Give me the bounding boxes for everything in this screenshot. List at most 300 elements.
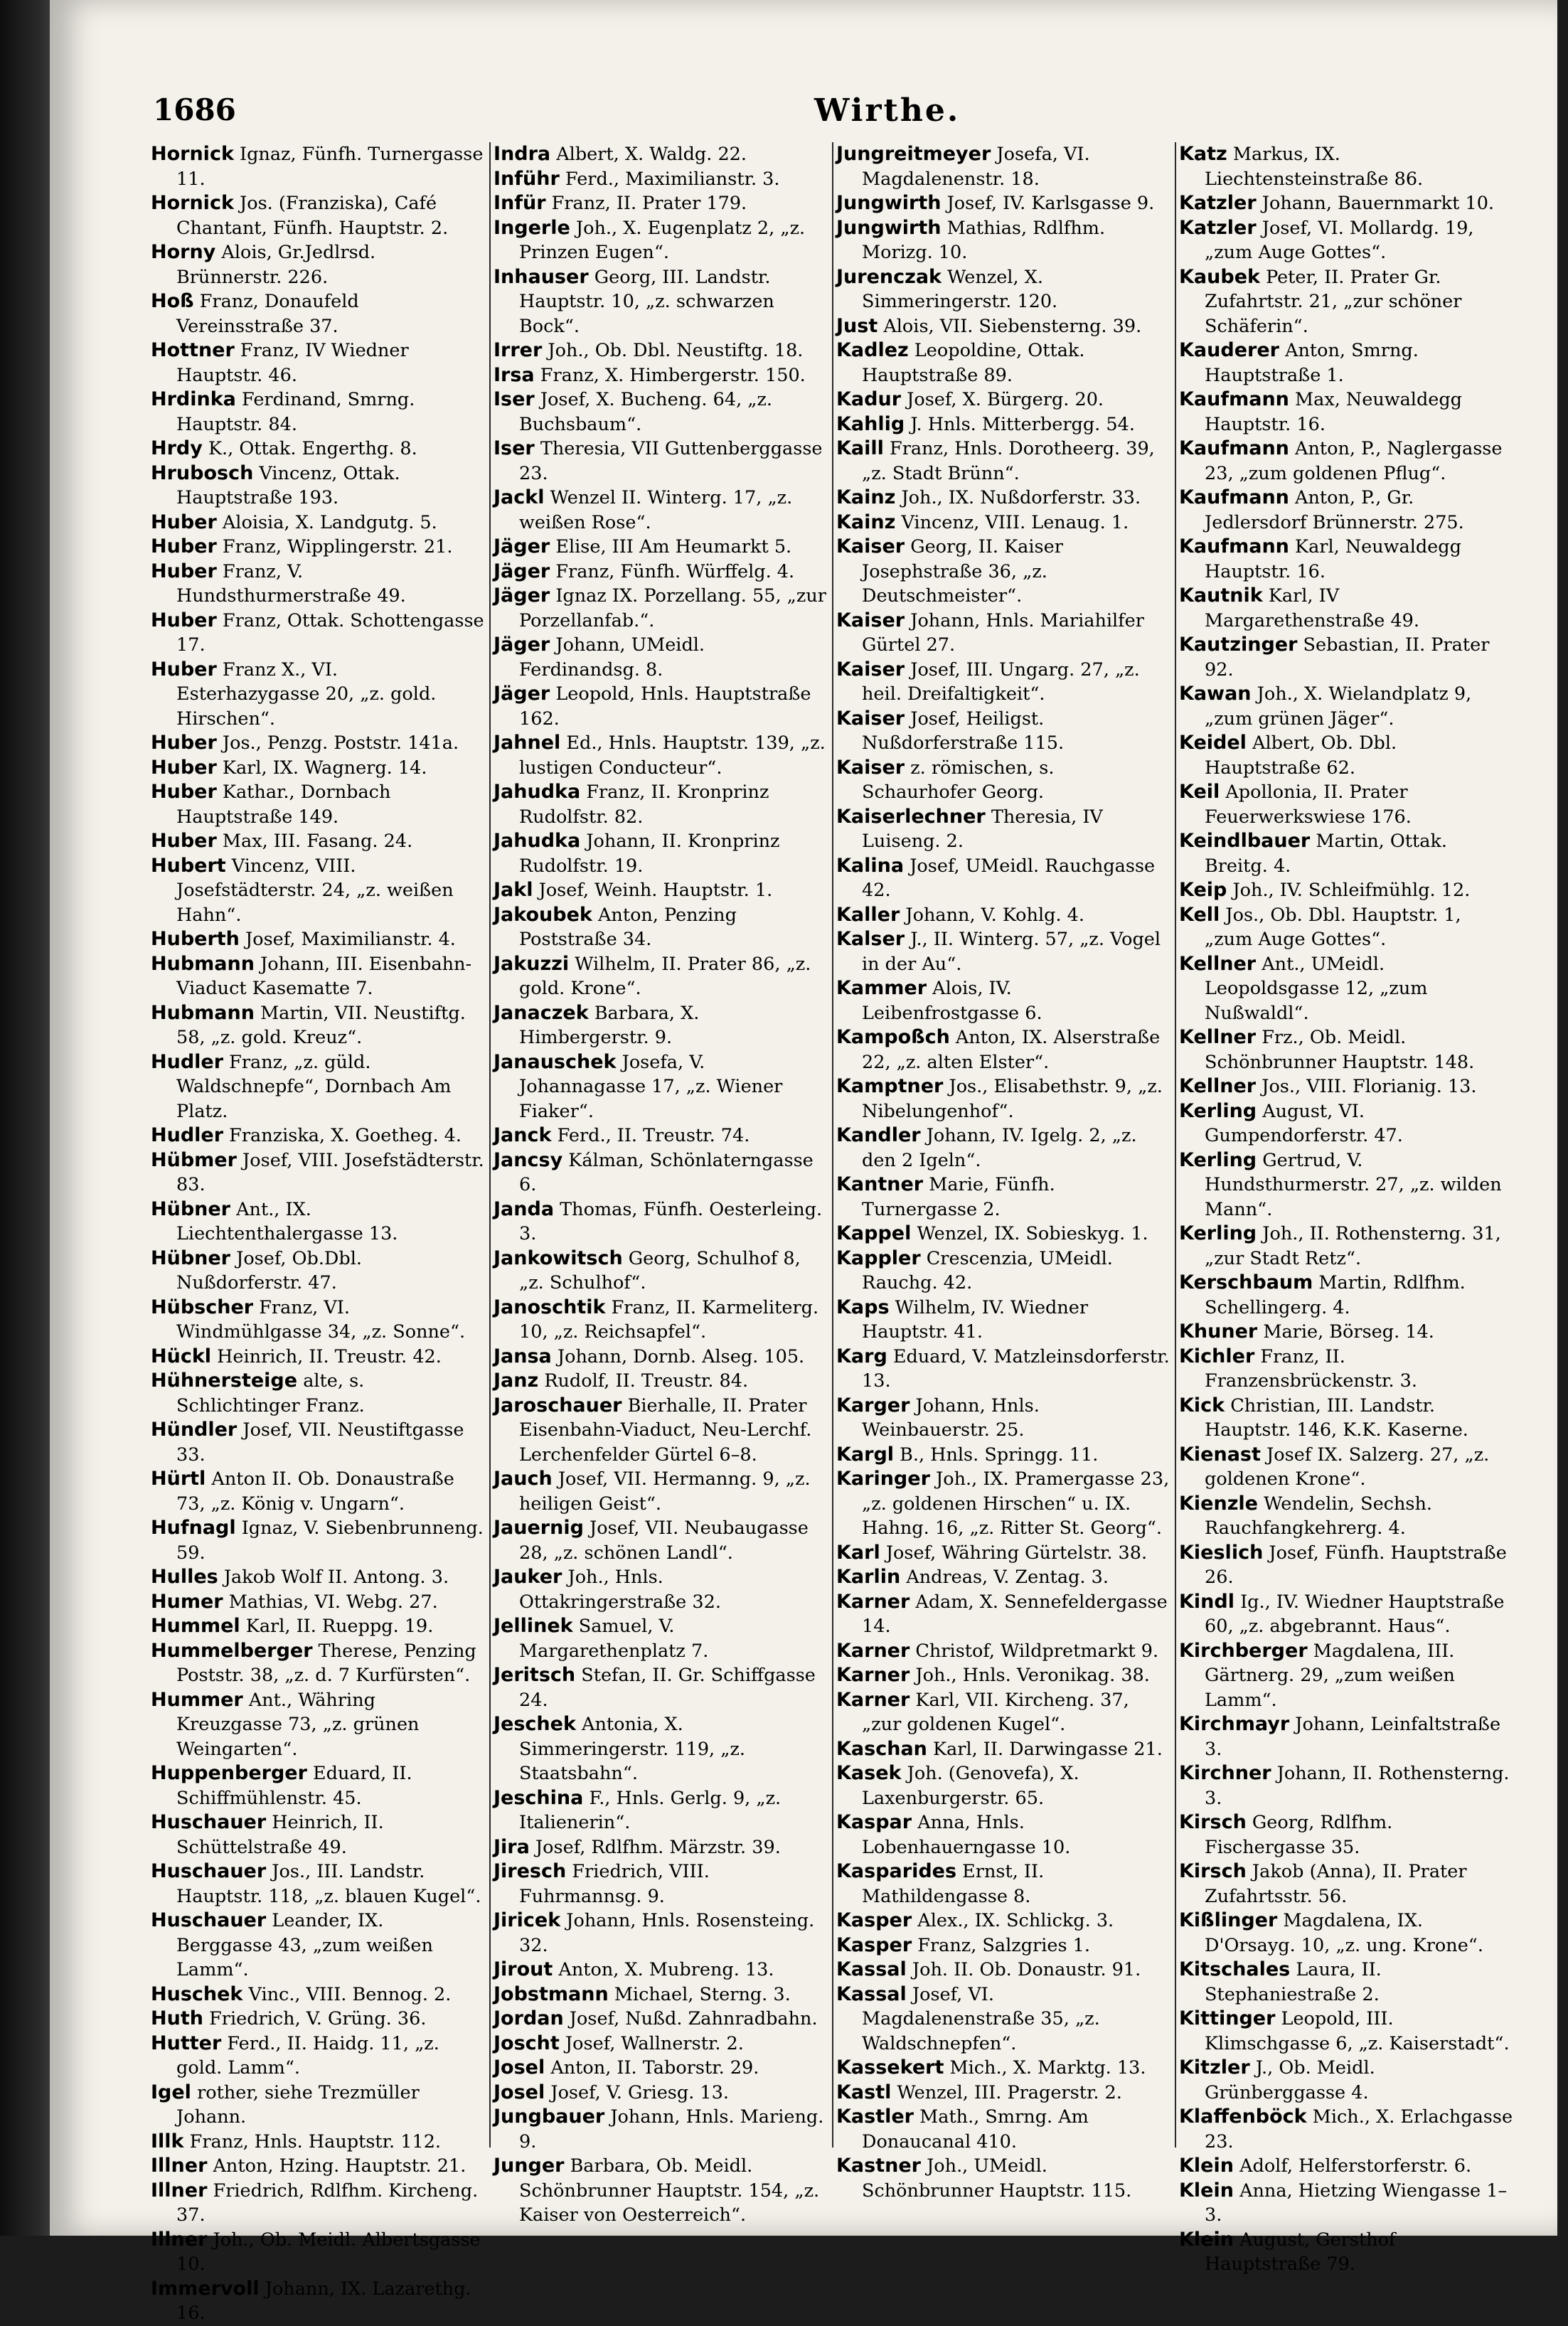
entry-details: alte, s. Schlichtinger Franz. [176,1370,365,1417]
entry-surname: Karner [836,1590,910,1613]
entry-surname: Kirsch [1179,1860,1247,1882]
directory-entry [494,780,828,829]
directory-entry [151,388,485,437]
directory-entry [494,2105,828,2154]
entry-details: Karl, IV Margarethenstraße 49. [1205,585,1420,631]
entry-details: Anna, Hietzing Wiengasse 1–3. [1205,2180,1508,2226]
entry-details: K., Ottak. Engerthg. 8. [208,438,417,459]
entry-surname: Kerschbaum [1179,1271,1313,1293]
directory-entry [494,1983,828,2007]
directory-entry [151,731,485,756]
directory-entry [494,2032,828,2056]
directory-entry [1179,2228,1513,2277]
entry-surname: Jankowitsch [494,1247,623,1269]
directory-entry [494,1247,828,1296]
entry-details: Josef, VI. Mollardg. 19, „zum Auge Gottes“. [1205,217,1474,263]
directory-entry [151,1810,485,1860]
entry-surname: Kellner [1179,1075,1257,1097]
entry-surname: Hrdinka [151,388,236,410]
entry-details: Ferdinand, Smrng. Hauptstr. 84. [176,389,415,435]
directory-entry [494,338,828,363]
entry-details: Johann, Hnls. Rosensteing. 32. [519,1910,815,1956]
directory-entry [1179,633,1513,682]
directory-entry [151,658,485,732]
directory-column [151,142,485,2324]
entry-details: Crescenzia, UMeidl. Rauchg. 42. [862,1247,1113,1293]
entry-surname: Inhauser [494,265,589,288]
entry-details: Ant., Währing Kreuzgasse 73, „z. grünen Weingarten“. [176,1689,420,1760]
entry-surname: Kampoßch [836,1026,950,1048]
directory-entry [151,1197,485,1247]
directory-entry [1179,2105,1513,2154]
directory-entry [836,2154,1170,2203]
entry-surname: Kaubek [1179,265,1260,288]
entry-details: Martin, Ottak. Breitg. 4. [1205,831,1448,877]
entry-details: Alois, Gr.Jedlrsd. Brünnerstr. 226. [176,242,376,288]
page-number: 1686 [153,92,236,127]
entry-details: Karl, Neuwaldegg Hauptstr. 16. [1205,536,1461,582]
entry-details: Sebastian, II. Prater 92. [1205,634,1490,681]
entry-surname: Huber [151,781,217,803]
directory-entry [1179,1492,1513,1541]
directory-entry [151,1369,485,1418]
directory-entry [836,903,1170,928]
entry-details: Franz, Ottak. Schottengasse 17. [176,609,484,656]
entry-details: Josef, X. Bucheng. 64, „z. Buchsbaum“. [519,389,773,435]
entry-details: z. römischen, s. Schaurhofer Georg. [862,757,1055,803]
entry-details: Karl, VII. Kircheng. 37, „zur goldenen Kugel“. [862,1689,1129,1735]
entry-surname: Karner [836,1639,910,1662]
entry-details: Albert, X. Waldg. 22. [556,144,747,165]
directory-entry [836,805,1170,854]
entry-surname: Kadlez [836,339,909,361]
entry-details: Johann, Hnls. Marieng. 9. [519,2106,824,2152]
entry-details: Markus, IX. Liechtensteinstraße 86. [1205,144,1424,190]
entry-surname: Huschauer [151,1811,267,1833]
entry-details: Alois, IV. Leibenfrostgasse 6. [862,978,1042,1024]
entry-surname: Huppenberger [151,1762,307,1784]
entry-surname: Huber [151,658,217,681]
entry-surname: Karner [836,1688,910,1711]
directory-entry [151,191,485,240]
entry-surname: Hornick [151,192,234,214]
entry-surname: Jahudka [494,781,581,803]
entry-surname: Joscht [494,2032,560,2054]
entry-details: Anton, IX. Alserstraße 22, „z. alten Elster“. [862,1027,1161,1073]
entry-surname: Huber [151,609,217,631]
entry-details: Vinc., VIII. Bennog. 2. [248,1983,452,2005]
entry-details: Christof, Wildpretmarkt 9. [915,1640,1159,1662]
directory-entry [1179,265,1513,339]
entry-details: Johann, Hnls. Mariahilfer Gürtel 27. [862,609,1144,656]
entry-surname: Hubmann [151,952,255,975]
entry-surname: Hübscher [151,1296,254,1318]
directory-entry [494,1296,828,1345]
entry-surname: Jungreitmeyer [836,143,991,165]
entry-details: Math., Smrng. Am Donaucanal 410. [862,2106,1089,2152]
directory-entry [836,1737,1170,1762]
entry-surname: Jackl [494,486,545,508]
directory-entry [836,1810,1170,1860]
entry-surname: Kahlig [836,412,905,435]
entry-surname: Jobstmann [494,1983,609,2005]
entry-surname: Jancsy [494,1148,563,1171]
directory-entry [836,511,1170,535]
entry-details: Eduard, V. Matzleinsdorferstr. 13. [862,1345,1170,1392]
entry-details: Max, III. Fasang. 24. [222,831,413,852]
directory-entry [1179,535,1513,584]
directory-entry [151,1296,485,1345]
entry-details: Mich., X. Erlachgasse 23. [1205,2106,1513,2152]
entry-details: Albert, Ob. Dbl. Hauptstraße 62. [1205,732,1397,779]
directory-entry [1179,486,1513,535]
entry-details: Franz, Hnls. Dorotheerg. 39, „z. Stadt Brünn“. [862,438,1155,484]
entry-surname: Karner [836,1664,910,1686]
directory-entry [151,2179,485,2228]
directory-entry [494,216,828,265]
entry-details: Georg, Schulhof 8, „z. Schulhof“. [519,1247,801,1293]
directory-entry [494,1565,828,1614]
entry-surname: Klein [1179,2228,1234,2251]
entry-details: Leander, IX. Berggasse 43, „zum weißen Lamm“. [176,1910,433,1980]
entry-details: J., Ob. Meidl. Grünberggasse 4. [1205,2057,1375,2103]
entry-details: Heinrich, II. Treustr. 42. [217,1345,442,1367]
entry-details: Leopold, III. Klimschgasse 6, „z. Kaiserstadt“. [1205,2008,1510,2054]
directory-entry [1179,1639,1513,1713]
entry-surname: Kell [1179,903,1220,926]
entry-surname: Katzler [1179,216,1257,239]
entry-surname: Jakoubek [494,903,592,926]
entry-surname: Kasper [836,1909,912,1931]
entry-details: Josef, Fünfh. Hauptstraße 26. [1205,1542,1507,1588]
entry-surname: Kargl [836,1443,895,1466]
entry-surname: Huber [151,732,217,754]
entry-details: Joh., UMeidl. Schönbrunner Hauptstr. 115. [862,2155,1132,2202]
entry-details: Anton, Hzing. Hauptstr. 21. [213,2155,466,2177]
entry-details: Ernst, II. Mathildengasse 8. [862,1861,1045,1907]
entry-surname: Kastler [836,2106,914,2128]
directory-entry [494,1663,828,1712]
entry-surname: Hudler [151,1050,224,1073]
entry-details: Leopold, Hnls. Hauptstraße 162. [519,683,811,730]
directory-entry [151,609,485,658]
entry-surname: Klein [1179,2155,1234,2177]
entry-details: Franz, II. Franzensbrückenstr. 3. [1205,1345,1417,1392]
entry-details: Josef, Währing Gürtelstr. 38. [885,1542,1148,1564]
entry-surname: Hornick [151,143,234,165]
entry-details: Wilhelm, IV. Wiedner Hauptstr. 41. [862,1296,1089,1343]
entry-surname: Hoß [151,290,194,312]
directory-entry [836,1688,1170,1737]
entry-details: Josef, VI. Magdalenenstraße 35, „z. Waldschnepfen“. [862,1983,1100,2054]
directory-entry [836,1247,1170,1296]
entry-details: Vincenz, VIII. Lenaug. 1. [901,511,1129,533]
directory-entry [1179,338,1513,388]
directory-entry [836,1173,1170,1222]
entry-surname: Jurenczak [836,265,942,288]
entry-details: Georg, Rdlfhm. Fischergasse 35. [1205,1812,1393,1858]
entry-surname: Hübner [151,1247,230,1269]
entry-surname: Kaiser [836,535,905,558]
entry-details: Johann, II. Rothensterng. 3. [1205,1763,1510,1809]
entry-surname: Jäger [494,560,550,582]
entry-surname: Huschauer [151,1909,267,1931]
entry-surname: Immervoll [151,2277,260,2300]
directory-entry [151,1050,485,1124]
directory-entry [836,1860,1170,1909]
directory-entry [151,1983,485,2007]
directory-entry [1179,2007,1513,2056]
entry-surname: Jeschina [494,1786,584,1809]
directory-entry [494,1958,828,1983]
entry-details: Thomas, Fünfh. Oesterleing. 3. [519,1198,823,1244]
entry-details: Jos. (Franziska), Café Chantant, Fünfh. Hauptstr. 2. [176,193,449,239]
directory-entry [836,2056,1170,2081]
directory-column [1179,142,1513,2275]
entry-surname: Iser [494,388,535,410]
directory-entry [151,511,485,535]
entry-details: Jakob Wolf II. Antong. 3. [223,1567,449,1588]
directory-entry [836,412,1170,437]
entry-details: Georg, III. Landstr. Hauptstr. 10, „z. schwarzen Bock“. [519,266,774,337]
entry-surname: Illner [151,2155,208,2177]
entry-details: Joh., Hnls. Ottakringerstraße 32. [519,1567,721,1613]
entry-details: Wenzel, X. Simmeringerstr. 120. [862,266,1058,312]
entry-surname: Kassal [836,1958,907,1980]
entry-details: Frz., Ob. Meidl. Schönbrunner Hauptstr. 148. [1205,1027,1475,1073]
directory-entry [494,486,828,535]
entry-details: Ig., IV. Wiedner Hauptstraße 60, „z. abgebrannt. Haus“. [1205,1591,1505,1637]
directory-entry [151,240,485,289]
directory-column [494,142,828,2226]
entry-surname: Karlin [836,1566,901,1588]
directory-entry [836,1443,1170,1468]
directory-entry [836,1222,1170,1247]
entry-details: Josef, III. Ungarg. 27, „z. heil. Dreifaltigkeit“. [862,658,1140,705]
entry-details: Franz, Hnls. Hauptstr. 112. [189,2130,442,2152]
entry-surname: Karger [836,1394,910,1417]
entry-details: Franziska, X. Goetheg. 4. [229,1125,462,1146]
entry-surname: Kautnik [1179,585,1263,607]
directory-entry [494,437,828,486]
entry-surname: Hübner [151,1197,230,1220]
entry-details: August, VI. Gumpendorferstr. 47. [1205,1100,1403,1146]
entry-surname: Kirchberger [1179,1639,1308,1662]
entry-details: Ferd., Maximilianstr. 3. [565,168,780,190]
entry-surname: Indra [494,143,551,165]
entry-details: Mich., X. Marktg. 13. [949,2057,1146,2079]
directory-entry [1179,2179,1513,2228]
directory-entry [1179,878,1513,903]
entry-details: Ant., IX. Liechtenthalergasse 13. [176,1198,398,1244]
directory-entry [494,363,828,388]
entry-surname: Hrdy [151,437,203,459]
entry-surname: Jahudka [494,830,581,852]
directory-entry [1179,437,1513,486]
directory-entry [836,314,1170,339]
directory-entry [151,2130,485,2155]
entry-surname: Kainz [836,486,896,508]
entry-details: Friedrich, VIII. Fuhrmannsg. 9. [519,1861,710,1907]
entry-surname: Klein [1179,2179,1234,2202]
entry-surname: Kassekert [836,2056,944,2079]
page-header [153,92,1518,142]
directory-entry [494,1835,828,1860]
entry-details: Josef, Heiligst. Nußdorferstraße 115. [862,708,1065,754]
entry-surname: Hürtl [151,1468,206,1490]
entry-surname: Huber [151,560,217,582]
entry-details: Joh., IX. Pramergasse 23, „z. goldenen Hirschen“ u. IX. Hahng. 16, „z. Ritter St. Georg“. [862,1468,1170,1539]
directory-entry [494,1860,828,1909]
entry-surname: Kichler [1179,1345,1255,1367]
directory-entry [1179,731,1513,780]
entry-surname: Kaiser [836,707,905,730]
directory-entry [151,1124,485,1148]
entry-surname: Jauker [494,1566,562,1588]
entry-surname: Jira [494,1835,530,1858]
entry-details: Friedrich, Rdlfhm. Kircheng. 37. [176,2180,479,2226]
directory-entry [836,976,1170,1025]
entry-surname: Kerling [1179,1222,1257,1244]
entry-details: Max, Neuwaldegg Hauptstr. 16. [1205,389,1463,435]
entry-surname: Kaufmann [1179,437,1289,459]
entry-surname: Humer [151,1590,223,1613]
entry-surname: Kaspar [836,1811,912,1833]
entry-surname: Jauch [494,1468,553,1490]
directory-entry [1179,1271,1513,1320]
entry-surname: Keip [1179,879,1227,901]
entry-surname: Kindl [1179,1590,1234,1613]
entry-surname: Junger [494,2155,565,2177]
directory-entry [494,1712,828,1786]
entry-details: Therese, Penzing Poststr. 38, „z. d. 7 Kurfürsten“. [176,1640,476,1686]
entry-surname: Jeschek [494,1713,576,1735]
directory-entry [151,142,485,191]
directory-entry [494,1467,828,1516]
entry-details: Johann, Leinfaltstraße 3. [1205,1714,1501,1760]
entry-surname: Horny [151,241,216,263]
directory-entry [836,142,1170,191]
entry-details: Joh., X. Eugenplatz 2, „z. Prinzen Eugen“. [519,217,806,263]
entry-surname: Hübmer [151,1148,237,1171]
directory-entry [1179,1443,1513,1492]
entry-details: Franz, VI. Windmühlgasse 34, „z. Sonne“. [176,1296,466,1343]
directory-entry [151,1467,485,1516]
entry-details: Johann, Dornb. Alseg. 105. [557,1345,805,1367]
entry-surname: Kappel [836,1222,912,1244]
entry-surname: Janauschek [494,1050,617,1073]
directory-entry [836,1074,1170,1124]
directory-entry [836,1541,1170,1566]
directory-entry [151,1614,485,1639]
entry-details: Wendelin, Sechsh. Rauchfangkehrerg. 4. [1205,1493,1432,1539]
directory-entry [836,437,1170,486]
entry-details: Josef IX. Salzerg. 27, „z. goldenen Krone“. [1205,1444,1490,1490]
entry-details: Marie, Fünfh. Turnergasse 2. [862,1174,1055,1220]
entry-surname: Irsa [494,363,535,386]
directory-entry [494,1516,828,1565]
directory-entry [494,1786,828,1835]
directory-entry [1179,1590,1513,1639]
directory-entry [1179,1761,1513,1810]
entry-details: Josef, IV. Karlsgasse 9. [946,193,1155,214]
entry-surname: Irrer [494,339,543,361]
entry-surname: Keidel [1179,732,1247,754]
directory-entry [494,265,828,339]
directory-entry [494,1124,828,1148]
directory-entry [494,1345,828,1370]
entry-details: Joh., II. Rothensterng. 31, „zur Stadt Retz“. [1205,1223,1501,1269]
entry-details: Joh., Ob. Dbl. Neustiftg. 18. [548,340,804,361]
directory-entry [1179,1025,1513,1074]
entry-surname: Kasparides [836,1860,957,1882]
entry-details: Franz, Salzgries 1. [917,1934,1090,1956]
directory-entry [836,707,1170,756]
entry-details: J., II. Winterg. 57, „z. Vogel in der Au“. [862,929,1161,975]
entry-surname: Jirout [494,1958,553,1980]
entry-details: Michael, Sterng. 3. [614,1983,791,2005]
entry-surname: Kastl [836,2081,892,2103]
entry-details: B., Hnls. Springg. 11. [900,1444,1099,1466]
entry-surname: Jäger [494,634,550,656]
directory-entry [494,167,828,192]
entry-details: rother, siehe Trezmüller Johann. [176,2081,420,2128]
directory-entry [494,1614,828,1663]
directory-entry [836,191,1170,216]
entry-details: Rudolf, II. Treustr. 84. [544,1370,749,1392]
directory-entry [1179,829,1513,878]
directory-entry [836,756,1170,805]
entry-surname: Kaill [836,437,884,459]
entry-details: Franz, Fünfh. Würffelg. 4. [555,560,795,582]
directory-entry [494,1909,828,1958]
entry-surname: Jungbauer [494,2106,605,2128]
entry-surname: Kautzinger [1179,634,1298,656]
entry-details: Jos., III. Landstr. Hauptstr. 118, „z. blauen Kugel“. [176,1861,481,1907]
entry-details: Ferd., II. Treustr. 74. [557,1125,750,1146]
entry-surname: Hufnagl [151,1517,236,1539]
entry-surname: Kienast [1179,1443,1261,1466]
entry-details: J. Hnls. Mitterbergg. 54. [910,413,1135,435]
entry-details: Mathias, Rdlfhm. Morizg. 10. [862,217,1106,263]
entry-surname: Jäger [494,683,550,705]
entry-surname: Jiresch [494,1860,567,1882]
entry-details: Anton, II. Taborstr. 29. [550,2057,759,2079]
entry-details: Gertrud, V. Hundsthurmerstr. 27, „z. wilden Mann“. [1205,1149,1502,1220]
directory-entry [836,486,1170,511]
entry-surname: Kirchner [1179,1762,1271,1784]
directory-entry [836,1983,1170,2056]
entry-details: Franz, X. Himbergerstr. 150. [540,364,806,386]
directory-entry [1179,1712,1513,1761]
entry-surname: Iser [494,437,535,459]
directory-entry [151,560,485,609]
entry-surname: Jungwirth [836,192,942,214]
entry-surname: Kißlinger [1179,1909,1278,1931]
entry-details: Wilhelm, II. Prater 86, „z. gold. Krone“. [519,953,811,999]
directory-entry [151,1639,485,1688]
entry-details: Heinrich, II. Schüttelstraße 49. [176,1812,384,1858]
entry-details: Ignaz, Fünfh. Turnergasse 11. [176,144,484,190]
directory-entry [151,1345,485,1370]
entry-details: Johann, UMeidl. Ferdinandsg. 8. [519,634,705,681]
directory-entry [494,584,828,633]
entry-surname: Kaufmann [1179,486,1289,508]
directory-entry [151,2081,485,2130]
entry-details: Theresia, IV Luiseng. 2. [862,806,1103,852]
directory-entry [836,1394,1170,1443]
directory-entry [836,1639,1170,1664]
